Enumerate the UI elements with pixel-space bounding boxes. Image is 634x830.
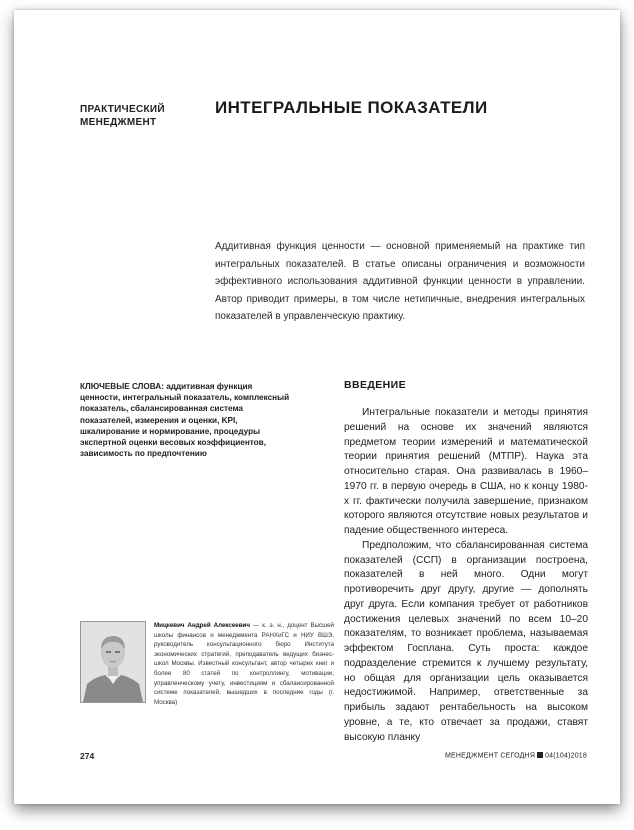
keywords: КЛЮЧЕВЫЕ СЛОВА: аддитивная функция ценности, интегральный показатель, комплексный показатель, сбалансированная система показателей, измерения и оценки, KPI, шкалирование и нормирование, процедуры экспертной оценки весовых коэффициентов, зависимость по предпочтению [80, 382, 290, 459]
rubric-line: МЕНЕДЖМЕНТ [80, 117, 157, 128]
journal-name: МЕНЕДЖМЕНТ СЕГОДНЯ [445, 752, 536, 760]
article-body [344, 406, 588, 745]
rubric-line: ПРАКТИЧЕСКИЙ [80, 104, 165, 115]
author-description: — к. э. н., доцент Высшей школы финансов и менеджмента РАНХиГС и НИУ ВШЭ, руководитель консультационного бюро Института экономических стратегий, преподаватель ведущих бизнес-школ Москвы. Известный консультант, автор четырех книг и более 80 статей по контроллингу, мотивации, управленческому учету, инвестициям и сбалансированной системе показателей, вышедших в последние годы (г. Москва) [154, 622, 334, 706]
issue-number: 04(104)2018 [545, 752, 587, 760]
author-name: Мицкевич Андрей Алексеевич [154, 622, 250, 629]
body-paragraph: Предположим, что сбалансированная система показателей (ССП) в организации построена, показателей в ней много. Одни могут противоречить друг другу, другие — дополнять друг друга. Если компания требует от работников достижения целевых значений по всем 10–20 показателям, то возникает проблема, называемая эффектом Госплана. Суть проста: каждое подразделение стремится к лучшему результату, но общая для организации цель оказывается недостижимой. Например, ответственные за прибыль задают рентабельность на высоком уровне, а те, кто отвечает за продажи, ставят высокую планку [344, 539, 588, 743]
article-abstract: Аддитивная функция ценности — основной применяемый на практике тип интегральных показателей. В статье описаны ограничения и возможности эффективного использования аддитивной функции ценности в управлении. Автор приводит примеры, в том числе нетипичные, внедрения интегральных показателей в управленческую практику. [215, 241, 585, 323]
article-title: ИНТЕГРАЛЬНЫЕ ПОКАЗАТЕЛИ [215, 98, 488, 117]
section-heading: ВВЕДЕНИЕ [344, 379, 406, 391]
journal-footer [445, 752, 587, 760]
journal-page [14, 10, 620, 804]
author-photo [80, 621, 146, 703]
page-number: 274 [80, 751, 95, 761]
rubric [80, 103, 165, 129]
body-paragraph: Интегральные показатели и методы принятия решений на основе их значений являются предметом теории измерений и математической теории принятия решений (МТПР). Наука эта относительно старая. Она развивалась в 1960–1970 гг. в первую очередь в США, но к концу 1980-х гг. фактически получила завершение, признаком которого являются отсутствие новых результатов и падение общественного интереса. [344, 407, 588, 536]
square-separator-icon [537, 752, 543, 758]
author-bio [154, 621, 334, 707]
author-portrait-icon [81, 622, 145, 702]
